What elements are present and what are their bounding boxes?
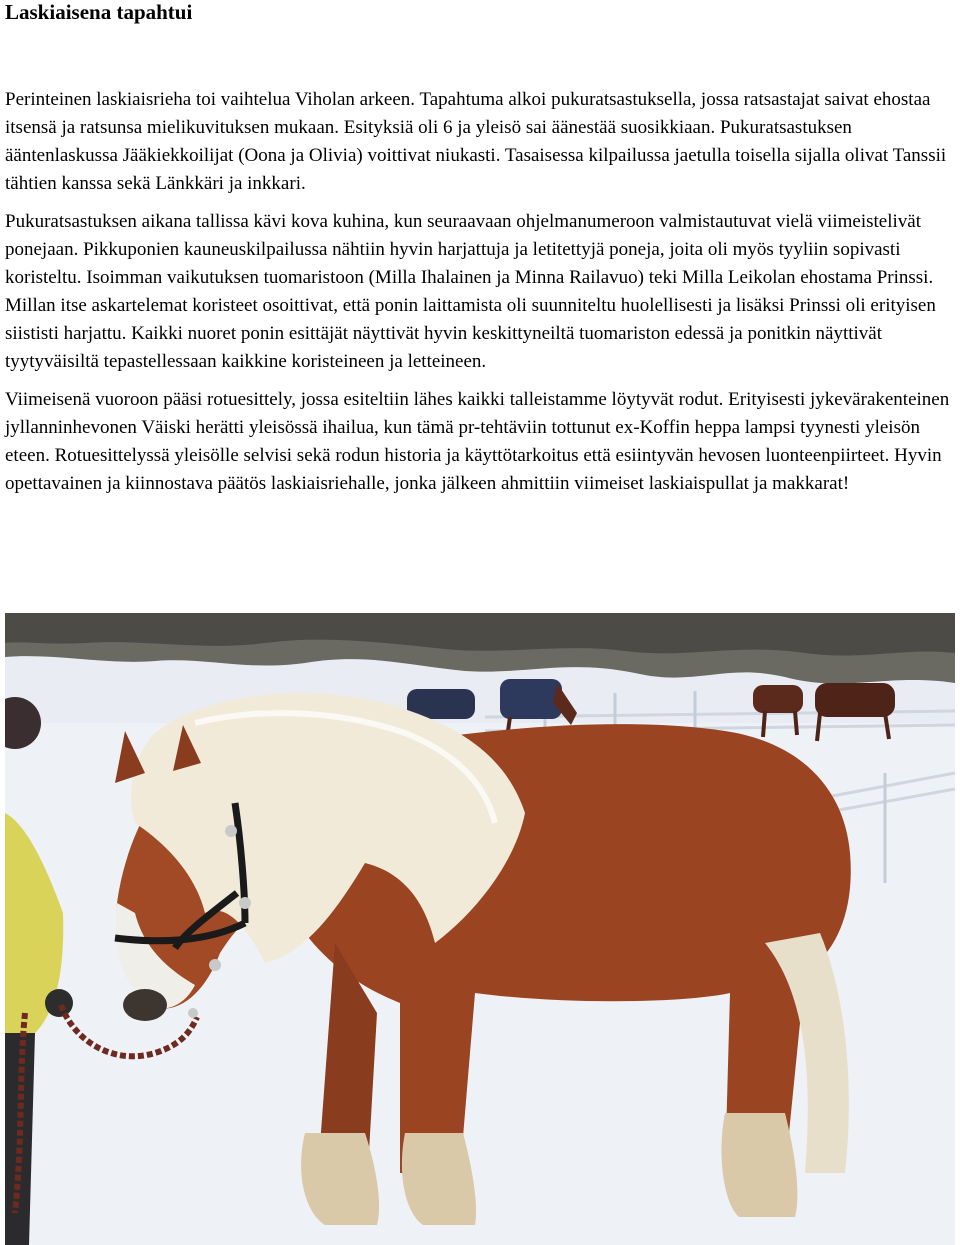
paragraph-3: Viimeisenä vuoroon pääsi rotuesittely, jossa esiteltiin lähes kaikki talleistamme löytyvät rodut. Erityisesti jykevärakenteinen jyllanninhevonen Väiski herätti yleisössä ihailua, kun tämä pr-tehtäviin tottunut ex-Koffin heppa lampsi tyynesti yleisön eteen. Rotuesittelyssä yleisölle selvisi sekä rodun historia ja käyttötarkoitus että esiintyvän hevosen luonteenpiirteet. Hyvin opettavainen ja kiinnostava päätös laskiaisriehalle, jonka jälkeen ahmittiin viimeiset laskiaispullat ja makkarat! (5, 389, 950, 494)
article-title: Laskiaisena tapahtui (5, 0, 193, 24)
article-body (5, 86, 955, 508)
horse-photo (5, 613, 955, 1245)
horse-photo-illustration (5, 613, 955, 1245)
paragraph-2: Pukuratsastuksen aikana tallissa kävi kova kuhina, kun seuraavaan ohjelmanumeroon valmistautuvat vielä viimeistelivät ponejaan. Pikkuponien kauneuskilpailussa nähtiin hyvin harjattuja ja letitettyjä poneja, joita oli myös tyyliin sopivasti koristeltu. Isoimman vaikutuksen tuomaristoon (Milla Ihalainen ja Minna Railavuo) teki Milla Leikolan ehostama Prinssi. Millan itse askartelemat koristeet osoittivat, että ponin laittamista oli suunniteltu huolellisesti ja lisäksi Prinssi oli erityisen siististi harjattu. Kaikki nuoret ponin esittäjät näyttivät hyvin keskittyneiltä tuomariston edessä ja ponitkin näyttivät tyytyväisiltä tepastellessaan kaikkine koristeineen ja letteineen. (5, 211, 936, 372)
paragraph-1: Perinteinen laskiaisrieha toi vaihtelua Viholan arkeen. Tapahtuma alkoi pukuratsastuksella, jossa ratsastajat saivat ehostaa itsensä ja ratsunsa mielikuvituksen mukaan. Esityksiä oli 6 ja yleisö sai äänestää suosikkiaan. Pukuratsastuksen ääntenlaskussa Jääkiekkoilijat (Oona ja Olivia) voittivat niukasti. Tasaisessa kilpailussa jaetulla toisella sijalla olivat Tanssii tähtien kanssa sekä Länkkäri ja inkkari. (5, 89, 947, 194)
